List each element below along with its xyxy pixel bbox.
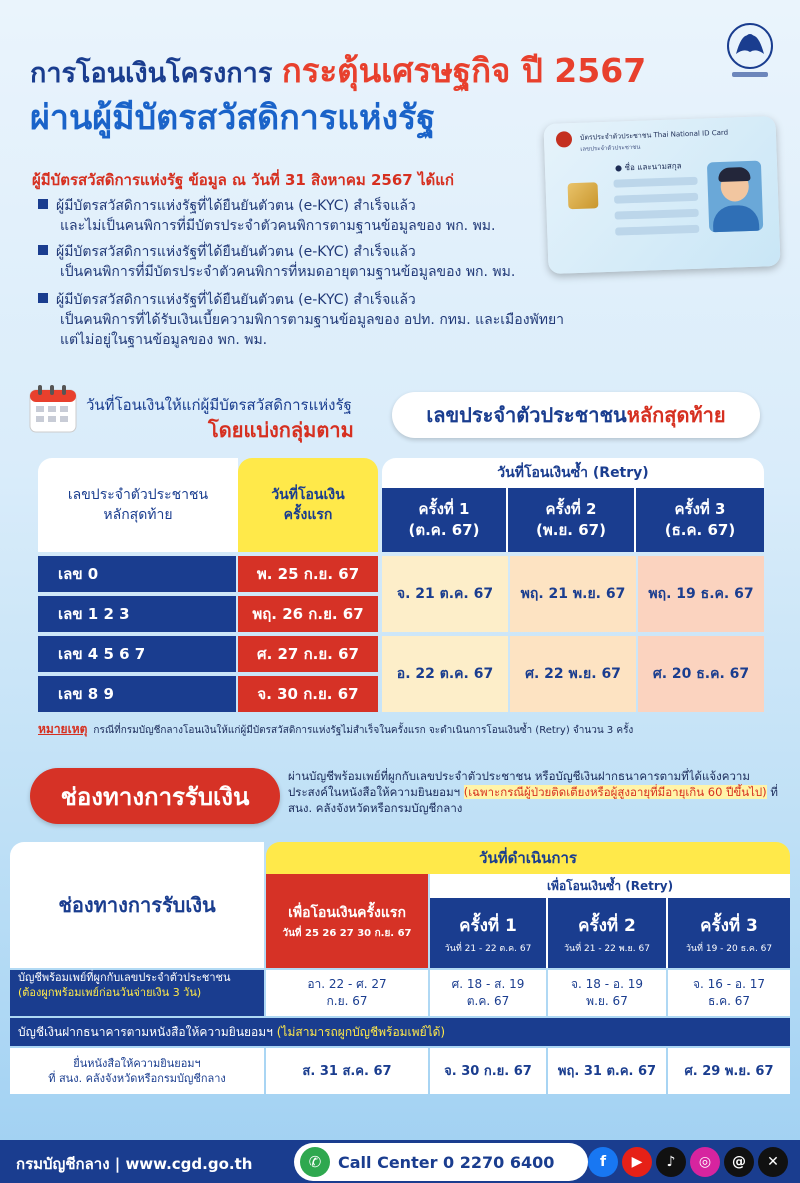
col-header-first-transfer: เพื่อโอนเงินครั้งแรก วันที่ 25 26 27 30 ก.ย. 67: [266, 874, 428, 968]
youtube-icon[interactable]: ▶: [622, 1147, 652, 1177]
row-promptpay-value: ศ. 18 - ส. 19 ต.ค. 67: [430, 970, 546, 1016]
facebook-icon[interactable]: f: [588, 1147, 618, 1177]
col-header-retry-3: ครั้งที่ 3 วันที่ 19 - 20 ธ.ค. 67: [668, 898, 790, 968]
eligibility-item: ผู้มีบัตรสวัสดิการแห่งรัฐที่ได้ยืนยันตัวตน (e-KYC) สำเร็จแล้ว และไม่เป็นคนพิการที่มีบัตรประจำตัวคนพิการตามฐานข้อมูลของ พก. พม.: [38, 196, 495, 236]
page-title-highlight: กระตุ้นเศรษฐกิจ ปี 2567: [281, 51, 647, 90]
call-center-pill[interactable]: [294, 1143, 588, 1181]
id-card-line: [615, 209, 699, 220]
note-label: หมายเหตุ: [38, 722, 88, 736]
row-promptpay-label: บัญชีพร้อมเพย์ที่ผูกกับเลขประจำตัวประชาชน (ต้องผูกพร้อมเพย์ก่อนวันจ่ายเงิน 3 วัน): [10, 970, 264, 1016]
page-title-line2: ผ่านผู้มีบัตรสวัสดิการแห่งรัฐ: [30, 98, 436, 138]
cgd-logo-icon: [718, 18, 782, 82]
retry-date-cell: ศ. 22 พ.ย. 67: [510, 636, 636, 712]
col-header-retry-3: ครั้งที่ 3 (ธ.ค. 67): [636, 488, 764, 552]
group-by-pill: เลขประจำตัวประชาชน หลักสุดท้าย: [392, 392, 760, 438]
col-header-retry-2: ครั้งที่ 2 (พ.ย. 67): [508, 488, 636, 552]
col-header-retry-1: ครั้งที่ 1 วันที่ 21 - 22 ต.ค. 67: [430, 898, 548, 968]
row-digit-label: เลข 4 5 6 7: [38, 636, 236, 672]
row-first-date: พ. 25 ก.ย. 67: [238, 556, 378, 592]
id-card-photo: [707, 161, 763, 233]
row-digit-label: เลข 8 9: [38, 676, 236, 712]
id-card-header: บัตรประจำตัวประชาชน Thai National ID Card เลขประจำตัวประชาชน: [579, 128, 729, 153]
bullet-square-icon: [38, 199, 48, 209]
row-promptpay-value: อา. 22 - ศ. 27 ก.ย. 67: [266, 970, 428, 1016]
channel-title-pill: ช่องทางการรับเงิน: [30, 768, 280, 824]
col-header-retry: เพื่อโอนเงินซ้ำ (Retry): [430, 874, 790, 898]
transfer-schedule-table: [38, 458, 764, 714]
phone-icon: ✆: [300, 1147, 330, 1177]
row-consent-value: ศ. 29 พ.ย. 67: [668, 1048, 790, 1094]
id-card-name-label: ● ชื่อ และนามสกุล: [614, 161, 682, 173]
col-header-retry: วันที่โอนเงินซ้ำ (Retry): [382, 458, 764, 488]
row-consent-value: จ. 30 ก.ย. 67: [430, 1048, 546, 1094]
group-header-line2: โดยแบ่งกลุ่มตาม: [208, 418, 354, 442]
retry-date-cell: พฤ. 19 ธ.ค. 67: [638, 556, 764, 632]
channel-description: ผ่านบัญชีพร้อมเพย์ที่ผูกกับเลขประจำตัวประชาชน หรือบัญชีเงินฝากธนาคารตามที่ได้แจ้งความประสงค์ในหนังสือให้ความยินยอมฯ (เฉพาะกรณีผู้ป่วยติดเตียงหรือผู้สูงอายุที่มีอายุเกิน 60 ปีขึ้นไป) ที่ สนง. คลังจังหวัดหรือกรมบัญชีกลาง: [288, 769, 778, 815]
col-header-retry-2: ครั้งที่ 2 วันที่ 21 - 22 พ.ย. 67: [548, 898, 668, 968]
row-bank-account-span: บัญชีเงินฝากธนาคารตามหนังสือให้ความยินยอมฯ (ไม่สามารถผูกบัญชีพร้อมเพย์ได้): [10, 1018, 790, 1046]
call-center-text: Call Center 0 2270 6400: [338, 1152, 555, 1172]
page-title-line1: การโอนเงินโครงการ กระตุ้นเศรษฐกิจ ปี 2567: [30, 51, 647, 90]
instagram-icon[interactable]: ◎: [690, 1147, 720, 1177]
eligibility-item: ผู้มีบัตรสวัสดิการแห่งรัฐที่ได้ยืนยันตัวตน (e-KYC) สำเร็จแล้ว เป็นคนพิการที่มีบัตรประจำตัวคนพิการที่หมดอายุตามฐานข้อมูลของ พก. พม.: [38, 242, 515, 282]
retry-date-cell: พฤ. 21 พ.ย. 67: [510, 556, 636, 632]
x-icon[interactable]: ✕: [758, 1147, 788, 1177]
id-card-line: [613, 177, 697, 188]
row-first-date: จ. 30 ก.ย. 67: [238, 676, 378, 712]
row-digit-label: เลข 0: [38, 556, 236, 592]
row-first-date: ศ. 27 ก.ย. 67: [238, 636, 378, 672]
row-consent-label: ยื่นหนังสือให้ความยินยอมฯ ที่ สนง. คลังจังหวัดหรือกรมบัญชีกลาง: [10, 1048, 264, 1094]
row-first-date: พฤ. 26 ก.ย. 67: [238, 596, 378, 632]
col-header-channel: ช่องทางการรับเงิน: [10, 842, 264, 968]
retry-date-cell: อ. 22 ต.ค. 67: [382, 636, 508, 712]
tiktok-icon[interactable]: ♪: [656, 1147, 686, 1177]
calendar-icon: [28, 384, 78, 434]
col-header-retry-1: ครั้งที่ 1 (ต.ค. 67): [382, 488, 508, 552]
id-card-illustration: [543, 116, 780, 274]
id-card-line: [615, 225, 699, 236]
bullet-square-icon: [38, 293, 48, 303]
note: หมายเหตุ กรณีที่กรมบัญชีกลางโอนเงินให้แก่ผู้มีบัตรสวัสดิการแห่งรัฐไม่สำเร็จในครั้งแรก จะดำเนินการโอนเงินซ้ำ (Retry) จำนวน 3 ครั้ง: [38, 722, 634, 736]
garuda-emblem-icon: [556, 131, 573, 148]
person-icon: ●: [614, 163, 625, 173]
col-header-first-transfer: วันที่โอนเงิน ครั้งแรก: [238, 458, 378, 552]
col-header-digit: เลขประจำตัวประชาชน หลักสุดท้าย: [38, 458, 238, 552]
row-consent-value: พฤ. 31 ต.ค. 67: [548, 1048, 666, 1094]
row-digit-label: เลข 1 2 3: [38, 596, 236, 632]
group-header-line1: วันที่โอนเงินให้แก่ผู้มีบัตรสวัสดิการแห่งรัฐ: [86, 396, 352, 414]
footer-org-link[interactable]: กรมบัญชีกลาง | www.cgd.go.th: [16, 1155, 253, 1173]
eligibility-item: ผู้มีบัตรสวัสดิการแห่งรัฐที่ได้ยืนยันตัวตน (e-KYC) สำเร็จแล้ว เป็นคนพิการที่ได้รับเงินเบี้ยความพิการตามฐานข้อมูลของ อปท. กทม. และเมืองพัทยา แต่ไม่อยู่ในฐานข้อมูลของ พก. พม.: [38, 290, 564, 350]
bullet-square-icon: [38, 245, 48, 255]
channel-table: [10, 842, 790, 1094]
eligibility-title: ผู้มีบัตรสวัสดิการแห่งรัฐ ข้อมูล ณ วันที่ 31 สิงหาคม 2567 ได้แก่: [32, 171, 454, 189]
row-promptpay-value: จ. 18 - อ. 19 พ.ย. 67: [548, 970, 666, 1016]
retry-date-cell: ศ. 20 ธ.ค. 67: [638, 636, 764, 712]
id-card-line: [614, 193, 698, 204]
chip-icon: [568, 182, 599, 209]
col-header-dates: วันที่ดำเนินการ: [266, 842, 790, 874]
row-consent-value: ส. 31 ส.ค. 67: [266, 1048, 428, 1094]
threads-icon[interactable]: @: [724, 1147, 754, 1177]
retry-date-cell: จ. 21 ต.ค. 67: [382, 556, 508, 632]
row-promptpay-value: จ. 16 - อ. 17 ธ.ค. 67: [668, 970, 790, 1016]
